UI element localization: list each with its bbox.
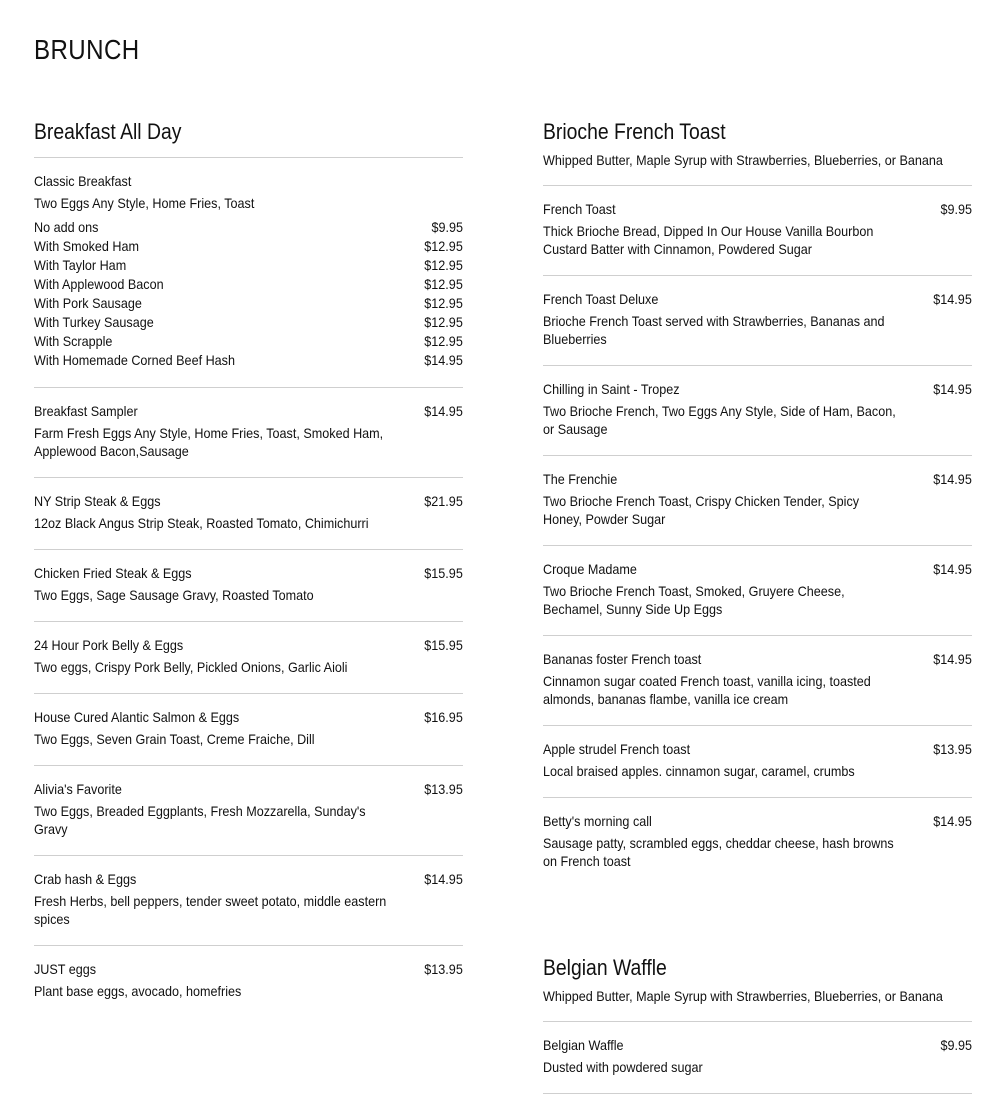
item-description: Two Eggs, Breaded Eggplants, Fresh Mozzarella, Sunday's Gravy xyxy=(34,803,366,837)
option-row xyxy=(34,237,463,256)
item-price: $21.95 xyxy=(424,493,463,509)
option-name: With Homemade Corned Beef Hash xyxy=(34,352,235,368)
item-description: 12oz Black Angus Strip Steak, Roasted Tomato, Chimichurri xyxy=(34,515,369,531)
menu-item xyxy=(543,186,972,276)
item-name: French Toast xyxy=(543,201,616,217)
item-name: Crab hash & Eggs xyxy=(34,871,137,887)
option-price: $12.95 xyxy=(424,295,463,311)
option-row xyxy=(34,332,463,351)
option-name: With Smoked Ham xyxy=(34,238,140,254)
section-title: Breakfast All Day xyxy=(34,119,182,144)
item-description: Two eggs, Crispy Pork Belly, Pickled Onions, Garlic Aioli xyxy=(34,659,348,675)
item-name: Chicken Fried Steak & Eggs xyxy=(34,565,192,581)
item-description: Two Brioche French Toast, Smoked, Gruyere Cheese, Bechamel, Sunny Side Up Eggs xyxy=(543,583,845,617)
option-name: With Scrapple xyxy=(34,333,113,349)
item-name: Betty's morning call xyxy=(543,813,652,829)
item-price: $15.95 xyxy=(424,637,463,653)
menu-item xyxy=(34,622,463,694)
item-price: $14.95 xyxy=(424,403,463,419)
item-description: Dusted with powdered sugar xyxy=(543,1059,703,1075)
item-price: $14.95 xyxy=(933,291,972,307)
item-description: Plant base eggs, avocado, homefries xyxy=(34,983,242,999)
item-name: JUST eggs xyxy=(34,961,97,977)
item-description: Two Brioche French, Two Eggs Any Style, Side of Ham, Bacon, or Sausage xyxy=(543,403,896,437)
option-price: $12.95 xyxy=(424,314,463,330)
item-name: House Cured Alantic Salmon & Eggs xyxy=(34,709,240,725)
option-list xyxy=(34,218,463,370)
item-description: Fresh Herbs, bell peppers, tender sweet potato, middle eastern spices xyxy=(34,893,387,927)
item-price: $13.95 xyxy=(933,741,972,757)
page-title: BRUNCH xyxy=(34,34,140,65)
option-row xyxy=(34,313,463,332)
item-name: Bananas foster French toast xyxy=(543,651,702,667)
option-name: With Pork Sausage xyxy=(34,295,142,311)
item-description: Farm Fresh Eggs Any Style, Home Fries, Toast, Smoked Ham, Applewood Bacon,Sausage xyxy=(34,425,384,459)
item-name: 24 Hour Pork Belly & Eggs xyxy=(34,637,184,653)
option-name: With Taylor Ham xyxy=(34,257,127,273)
item-name: Chilling in Saint - Tropez xyxy=(543,381,680,397)
menu-item-classic-breakfast xyxy=(34,158,463,388)
option-row xyxy=(34,256,463,275)
menu-item xyxy=(543,1022,972,1094)
menu-item xyxy=(34,946,463,1017)
item-name: The Frenchie xyxy=(543,471,618,487)
menu-item xyxy=(34,388,463,478)
item-description: Two Brioche French Toast, Crispy Chicken Tender, Spicy Honey, Powder Sugar xyxy=(543,493,860,527)
item-price: $14.95 xyxy=(933,381,972,397)
item-description: Brioche French Toast served with Strawberries, Bananas and Blueberries xyxy=(543,313,885,347)
section-subtitle: Whipped Butter, Maple Syrup with Strawberries, Blueberries, or Banana xyxy=(543,152,943,168)
menu-item xyxy=(543,726,972,798)
item-price: $14.95 xyxy=(933,813,972,829)
option-price: $12.95 xyxy=(424,333,463,349)
option-row xyxy=(34,275,463,294)
item-name: Alivia's Favorite xyxy=(34,781,122,797)
item-name: Apple strudel French toast xyxy=(543,741,691,757)
item-price: $13.95 xyxy=(424,781,463,797)
menu-item xyxy=(543,546,972,636)
option-name: With Applewood Bacon xyxy=(34,276,164,292)
item-description: Sausage patty, scrambled eggs, cheddar cheese, hash browns on French toast xyxy=(543,835,894,869)
menu-item xyxy=(34,694,463,766)
option-name: With Turkey Sausage xyxy=(34,314,154,330)
option-price: $12.95 xyxy=(424,276,463,292)
item-price: $9.95 xyxy=(940,1037,972,1053)
french-toast-section xyxy=(543,118,972,1094)
item-name: Breakfast Sampler xyxy=(34,403,138,419)
breakfast-section xyxy=(34,118,463,1017)
section-title: Belgian Waffle xyxy=(543,955,667,980)
menu-item xyxy=(543,276,972,366)
item-description: Thick Brioche Bread, Dipped In Our House Vanilla Bourbon Custard Batter with Cinnamon, Powdered Sugar xyxy=(543,223,874,257)
menu-item xyxy=(34,856,463,946)
section-title: Brioche French Toast xyxy=(543,119,726,144)
item-name: Croque Madame xyxy=(543,561,637,577)
menu-item xyxy=(34,766,463,856)
option-price: $9.95 xyxy=(431,219,463,235)
option-row xyxy=(34,351,463,370)
option-name: No add ons xyxy=(34,219,99,235)
item-name: Belgian Waffle xyxy=(543,1037,624,1053)
item-description: Two Eggs, Sage Sausage Gravy, Roasted Tomato xyxy=(34,587,314,603)
section-subtitle: Whipped Butter, Maple Syrup with Strawberries, Blueberries, or Banana xyxy=(543,988,943,1004)
item-price: $9.95 xyxy=(940,201,972,217)
item-name: French Toast Deluxe xyxy=(543,291,659,307)
menu-item xyxy=(34,478,463,550)
item-price: $13.95 xyxy=(424,961,463,977)
item-price: $14.95 xyxy=(933,651,972,667)
option-row xyxy=(34,218,463,237)
item-description: Two Eggs Any Style, Home Fries, Toast xyxy=(34,195,255,211)
option-price: $12.95 xyxy=(424,238,463,254)
menu-item xyxy=(34,550,463,622)
menu-item xyxy=(543,636,972,726)
menu-item xyxy=(543,798,972,887)
item-description: Local braised apples. cinnamon sugar, caramel, crumbs xyxy=(543,763,855,779)
option-price: $14.95 xyxy=(424,352,463,368)
menu-item xyxy=(543,456,972,546)
item-description: Two Eggs, Seven Grain Toast, Creme Fraiche, Dill xyxy=(34,731,315,747)
item-price: $14.95 xyxy=(933,471,972,487)
menu-item xyxy=(543,366,972,456)
option-row xyxy=(34,294,463,313)
item-price: $15.95 xyxy=(424,565,463,581)
item-price: $14.95 xyxy=(933,561,972,577)
item-price: $16.95 xyxy=(424,709,463,725)
item-price: $14.95 xyxy=(424,871,463,887)
item-description: Cinnamon sugar coated French toast, vanilla icing, toasted almonds, bananas flambe, vanilla ice cream xyxy=(543,673,871,707)
option-price: $12.95 xyxy=(424,257,463,273)
item-name: NY Strip Steak & Eggs xyxy=(34,493,161,509)
waffle-section xyxy=(543,954,972,1094)
item-name: Classic Breakfast xyxy=(34,173,132,189)
